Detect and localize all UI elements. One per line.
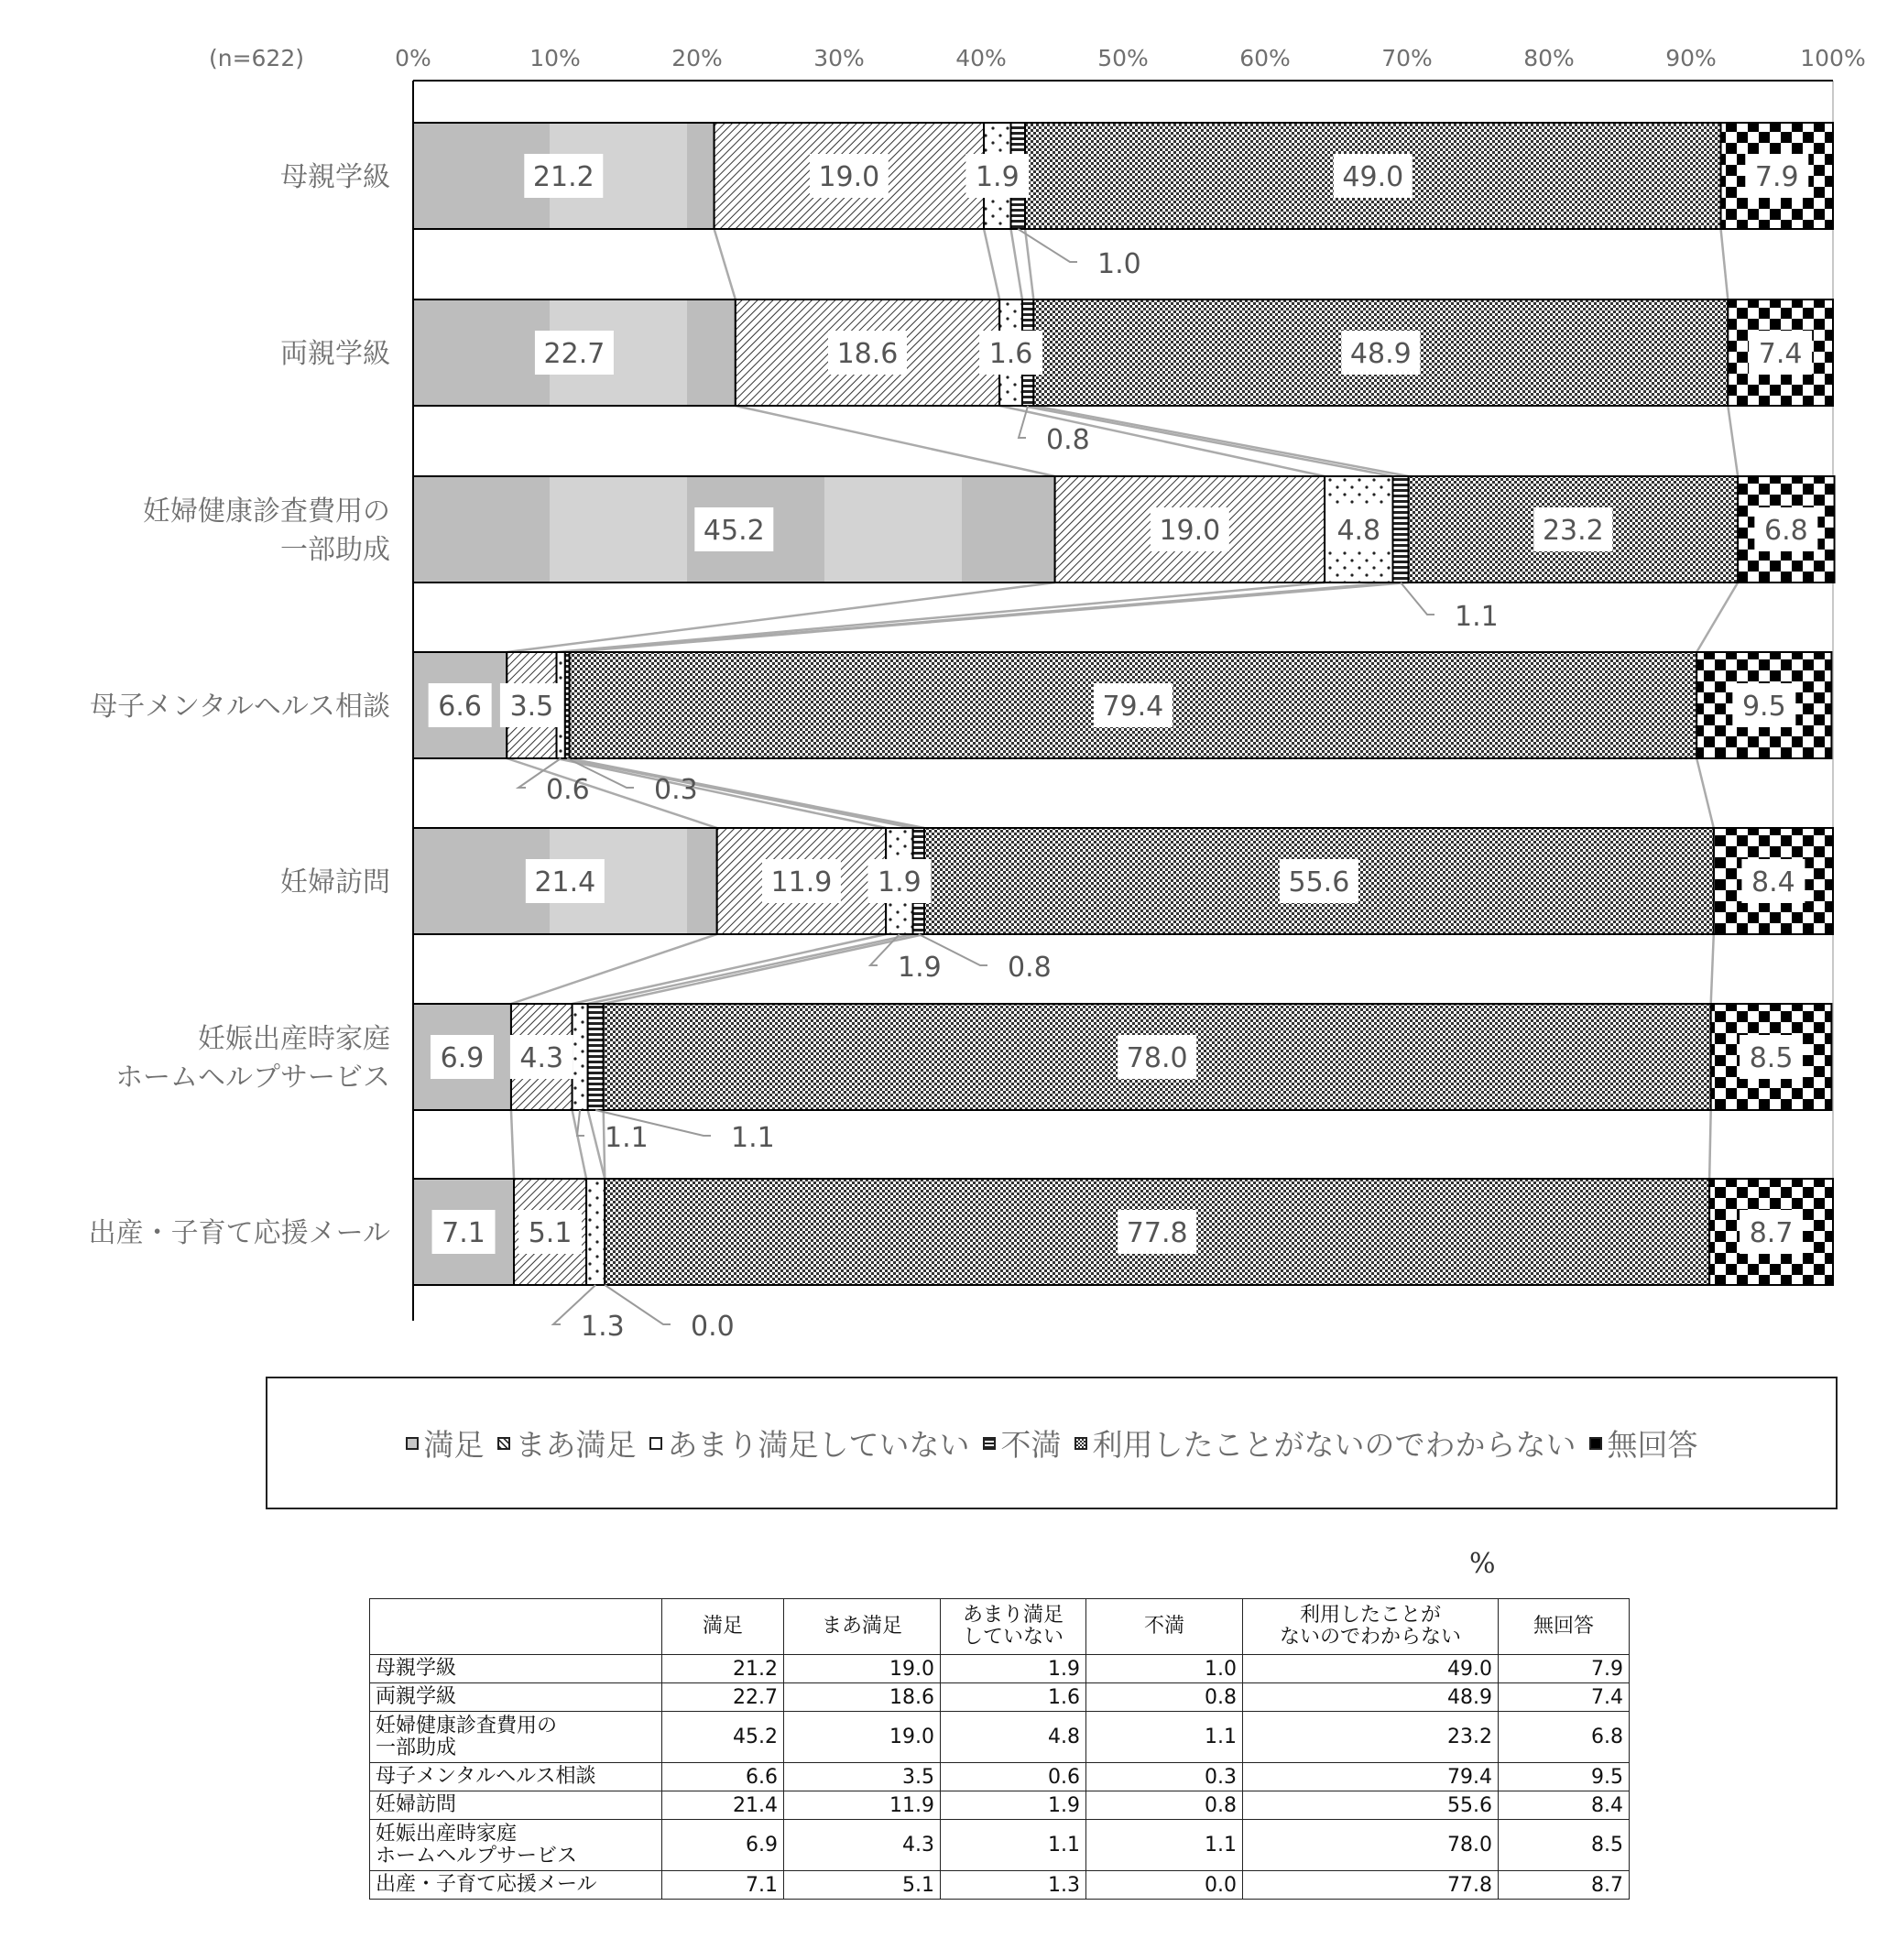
category-label: 妊婦健康診査費用の <box>143 495 390 528</box>
table-cell: 19.0 <box>784 1712 941 1763</box>
table-row <box>370 1871 1630 1900</box>
table-cell: 0.3 <box>1086 1763 1243 1791</box>
data-label: 49.0 <box>1342 161 1404 193</box>
table-cell: 0.0 <box>1086 1871 1243 1900</box>
data-label: 1.9 <box>878 866 922 898</box>
legend-item <box>497 1421 637 1465</box>
data-label: 21.2 <box>532 161 594 193</box>
table-cell: 1.0 <box>1086 1655 1243 1683</box>
connector-line <box>588 1110 605 1179</box>
callout-label: 1.0 <box>1097 248 1141 280</box>
callout-label: 1.1 <box>1455 601 1499 633</box>
data-label: 22.7 <box>543 338 605 370</box>
data-label: 6.9 <box>440 1042 485 1074</box>
table-header-cell: 無回答 <box>1499 1599 1630 1655</box>
table-row-name: 母子メンタルヘルス相談 <box>370 1763 662 1791</box>
table-cell: 21.2 <box>662 1655 784 1683</box>
table-cell: 49.0 <box>1243 1655 1499 1683</box>
legend-swatch <box>649 1437 662 1450</box>
legend-item <box>983 1421 1062 1465</box>
x-tick-label: 80% <box>1523 45 1575 71</box>
legend-swatch <box>1074 1437 1087 1450</box>
data-label: 19.0 <box>818 161 880 193</box>
table-cell: 22.7 <box>662 1683 784 1712</box>
data-label: 48.9 <box>1349 338 1412 370</box>
data-label: 6.6 <box>438 691 483 723</box>
x-tick-label: 60% <box>1239 45 1291 71</box>
table-cell: 4.8 <box>941 1712 1086 1763</box>
table-cell: 6.8 <box>1499 1712 1630 1763</box>
table-cell: 1.9 <box>941 1655 1086 1683</box>
data-label: 21.4 <box>534 866 596 898</box>
table-cell: 8.5 <box>1499 1820 1630 1871</box>
data-label: 55.6 <box>1288 866 1350 898</box>
table-cell: 23.2 <box>1243 1712 1499 1763</box>
data-label: 5.1 <box>528 1217 573 1249</box>
table-cell: 78.0 <box>1243 1820 1499 1871</box>
data-label: 8.5 <box>1749 1042 1794 1074</box>
table-header-cell: まあ満足 <box>784 1599 941 1655</box>
table-cell: 8.7 <box>1499 1871 1630 1900</box>
legend-label: 不満 <box>1000 1427 1062 1463</box>
data-label: 45.2 <box>703 515 765 547</box>
category-label: 母子メンタルヘルス相談 <box>90 691 390 723</box>
connector-line <box>588 934 913 1004</box>
connector-line <box>736 406 1055 476</box>
category-labels <box>89 161 390 1249</box>
table-cell: 11.9 <box>784 1791 941 1820</box>
category-label: ホームヘルプサービス <box>115 1062 390 1094</box>
table-header-cell: 利用したことが ないのでわからない <box>1243 1599 1499 1655</box>
legend-item <box>649 1421 970 1465</box>
data-table <box>369 1598 1630 1900</box>
connector-line <box>604 934 924 1004</box>
bars <box>413 123 1835 1285</box>
legend-item <box>1074 1421 1576 1465</box>
x-tick-label: 30% <box>813 45 865 71</box>
category-label: 両親学級 <box>280 338 390 370</box>
table-cell: 45.2 <box>662 1712 784 1763</box>
data-label: 4.3 <box>519 1042 564 1074</box>
legend-swatch <box>497 1437 510 1450</box>
category-label: 妊娠出産時家庭 <box>198 1023 390 1055</box>
callout-leader <box>577 1110 584 1136</box>
bar-segment <box>573 1004 588 1110</box>
table-cell: 1.9 <box>941 1791 1086 1820</box>
data-label: 11.9 <box>770 866 833 898</box>
table-row <box>370 1763 1630 1791</box>
x-tick-label: 90% <box>1665 45 1717 71</box>
table-cell: 0.8 <box>1086 1791 1243 1820</box>
data-label: 23.2 <box>1542 515 1604 547</box>
callout-label: 1.1 <box>605 1122 649 1154</box>
callout-label: 0.0 <box>691 1311 735 1343</box>
table-cell: 4.3 <box>784 1820 941 1871</box>
callout-label: 0.6 <box>546 774 590 806</box>
table-cell: 9.5 <box>1499 1763 1630 1791</box>
table-cell: 19.0 <box>784 1655 941 1683</box>
legend-label: あまり満足していない <box>667 1427 970 1463</box>
data-label: 7.1 <box>442 1217 485 1249</box>
legend-label: 利用したことがないのでわからない <box>1092 1427 1576 1463</box>
table-cell: 21.4 <box>662 1791 784 1820</box>
legend-swatch <box>406 1437 419 1450</box>
table-cell: 55.6 <box>1243 1791 1499 1820</box>
connector-line <box>984 229 999 299</box>
callout-label: 0.8 <box>1046 424 1090 456</box>
connector-line <box>557 583 1325 652</box>
x-tick-label: 100% <box>1800 45 1866 71</box>
table-cell: 1.3 <box>941 1871 1086 1900</box>
data-label: 8.7 <box>1749 1217 1794 1249</box>
table-cell: 77.8 <box>1243 1871 1499 1900</box>
connector-line <box>1033 406 1408 476</box>
category-label: 妊婦訪問 <box>280 866 390 898</box>
data-label: 1.6 <box>988 338 1033 370</box>
legend-label: 満足 <box>423 1427 485 1463</box>
data-label: 79.4 <box>1102 691 1164 723</box>
table-row <box>370 1655 1630 1683</box>
connector-line <box>511 1110 514 1179</box>
table-header-row <box>370 1599 1630 1655</box>
connector-line <box>1696 758 1714 828</box>
x-tick-label: 10% <box>529 45 581 71</box>
connector-line <box>1721 229 1729 299</box>
table-cell: 79.4 <box>1243 1763 1499 1791</box>
legend-label: 無回答 <box>1607 1427 1698 1463</box>
data-label: 1.9 <box>975 161 1020 193</box>
data-label: 7.4 <box>1758 338 1803 370</box>
callout-leader <box>870 934 900 965</box>
callout-label: 1.1 <box>731 1122 775 1154</box>
table-header-cell: あまり満足 していない <box>941 1599 1086 1655</box>
table-row <box>370 1683 1630 1712</box>
connector-line <box>1728 406 1738 476</box>
connector-line <box>1711 934 1714 1004</box>
table-cell: 1.1 <box>1086 1820 1243 1871</box>
category-label: 出産・子育て応援メール <box>88 1217 390 1249</box>
table-header-cell: 不満 <box>1086 1599 1243 1655</box>
table-row <box>370 1791 1630 1820</box>
connector-line <box>557 758 887 828</box>
table-cell: 0.8 <box>1086 1683 1243 1712</box>
callout-label: 0.8 <box>1008 952 1052 984</box>
connector-line <box>573 934 887 1004</box>
data-label: 4.8 <box>1336 515 1381 547</box>
table-cell: 1.1 <box>1086 1712 1243 1763</box>
table-row-name: 出産・子育て応援メール <box>370 1871 662 1900</box>
data-label: 8.4 <box>1751 866 1795 898</box>
data-label: 7.9 <box>1754 161 1799 193</box>
x-tick-label: 20% <box>671 45 723 71</box>
data-label: 3.5 <box>509 691 554 723</box>
bar-segment <box>586 1179 605 1285</box>
table-cell: 5.1 <box>784 1871 941 1900</box>
table-row <box>370 1712 1630 1763</box>
x-tick-label: 50% <box>1097 45 1149 71</box>
table-row-name: 妊婦健康診査費用の 一部助成 <box>370 1712 662 1763</box>
table-cell: 7.4 <box>1499 1683 1630 1712</box>
table-row-name: 両親学級 <box>370 1683 662 1712</box>
connector-line <box>570 758 925 828</box>
legend-item <box>1589 1421 1698 1465</box>
category-label: 母親学級 <box>280 161 390 193</box>
table-header-cell: 満足 <box>662 1599 784 1655</box>
table-cell: 1.1 <box>941 1820 1086 1871</box>
x-tick-label: 0% <box>395 45 431 71</box>
x-tick-label: 70% <box>1381 45 1433 71</box>
table-cell: 6.6 <box>662 1763 784 1791</box>
table-cell: 8.4 <box>1499 1791 1630 1820</box>
table-cell: 6.9 <box>662 1820 784 1871</box>
table-row <box>370 1820 1630 1871</box>
connector-line <box>1011 229 1022 299</box>
category-label: 一部助成 <box>280 534 390 566</box>
legend-item <box>406 1421 485 1465</box>
table-row-name: 妊婦訪問 <box>370 1791 662 1820</box>
table-cell: 7.9 <box>1499 1655 1630 1683</box>
data-label: 6.8 <box>1763 515 1808 547</box>
table-unit: % <box>1469 1548 1496 1580</box>
connector-line <box>1025 229 1033 299</box>
legend-swatch <box>1589 1437 1602 1450</box>
table-cell: 1.6 <box>941 1683 1086 1712</box>
data-label: 9.5 <box>1741 691 1786 723</box>
legend-swatch <box>983 1437 996 1450</box>
table-row-name: 妊娠出産時家庭 ホームヘルプサービス <box>370 1820 662 1871</box>
table-cell: 48.9 <box>1243 1683 1499 1712</box>
legend-label: まあ満足 <box>515 1427 637 1463</box>
callout-label: 1.9 <box>898 952 942 984</box>
data-label: 19.0 <box>1159 515 1221 547</box>
table-cell: 7.1 <box>662 1871 784 1900</box>
callout-label: 1.3 <box>581 1311 625 1343</box>
table-row-name: 母親学級 <box>370 1655 662 1683</box>
bar-segment <box>588 1004 604 1110</box>
callout-leader <box>1401 583 1434 615</box>
connector-line <box>714 229 736 299</box>
data-label: 77.8 <box>1126 1217 1188 1249</box>
callout-label: 0.3 <box>654 774 698 806</box>
bar-segment <box>1393 476 1409 583</box>
x-tick-label: 40% <box>955 45 1007 71</box>
data-label: 78.0 <box>1126 1042 1188 1074</box>
table-corner-cell <box>370 1599 662 1655</box>
sample-size-note: (n=622) <box>208 45 304 71</box>
connector-line <box>1709 1110 1711 1179</box>
data-label: 18.6 <box>836 338 899 370</box>
table-cell: 3.5 <box>784 1763 941 1791</box>
legend <box>266 1377 1838 1509</box>
connector-line <box>570 583 1409 652</box>
connector-line <box>1696 583 1738 652</box>
table-cell: 0.6 <box>941 1763 1086 1791</box>
table-cell: 18.6 <box>784 1683 941 1712</box>
